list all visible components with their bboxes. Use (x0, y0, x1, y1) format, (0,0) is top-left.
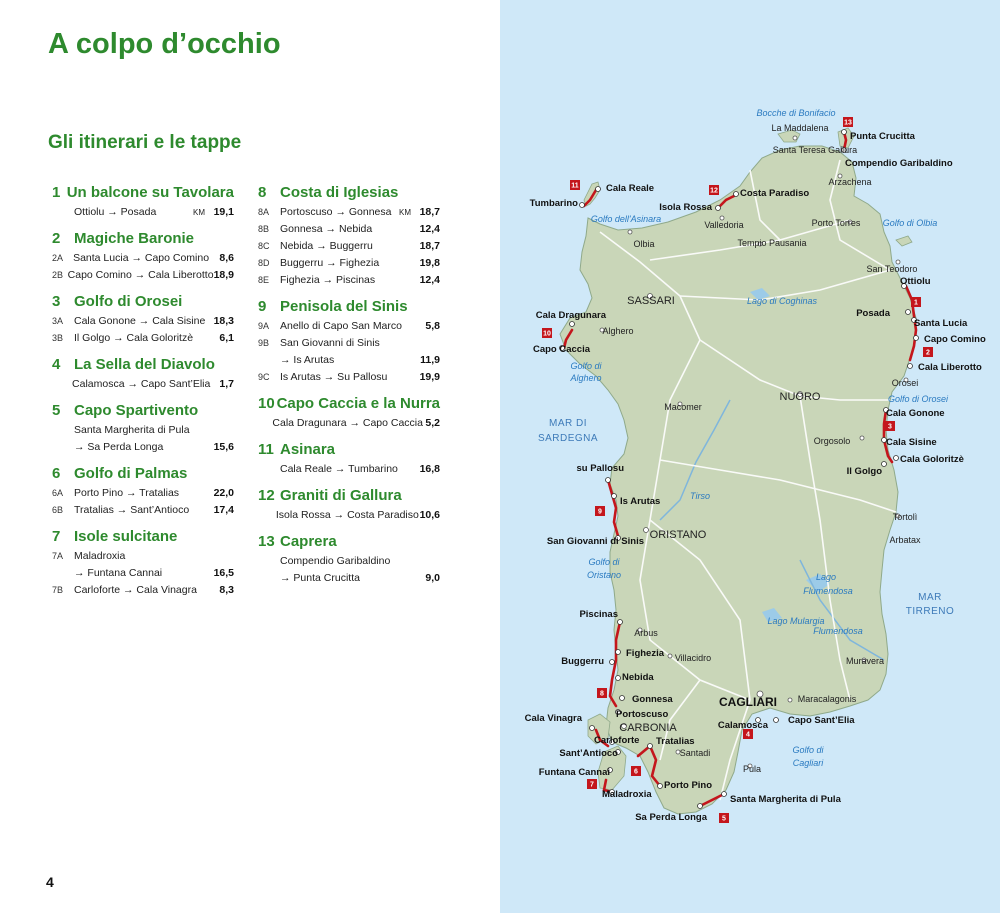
stage-km: 18,7 (419, 206, 440, 218)
stage-row (258, 371, 440, 388)
itinerary-header (52, 293, 234, 315)
map-label: Nebida (622, 672, 654, 683)
map-label: Flumendosa (813, 626, 863, 636)
stage-km: 18,7 (419, 240, 440, 252)
stage-label: Tratalias → Sant’Antioco (74, 504, 190, 516)
stage-label: Capo Comino → Cala Liberotto (67, 269, 214, 281)
itinerary-number: 9 (258, 298, 267, 315)
map-label: La Maddalena (771, 123, 829, 133)
itinerary-column-2 (258, 184, 440, 596)
stage-label: Anello di Capo San Marco (280, 320, 402, 332)
itinerary (52, 402, 234, 458)
stage-number: 8B (258, 224, 270, 234)
itinerary-number: 7 (52, 528, 61, 545)
stage-km: 22,0 (213, 487, 234, 499)
map-label: Cala Vinagra (524, 713, 582, 724)
map-label: Tumbarino (529, 198, 578, 209)
itinerary (258, 487, 440, 526)
itinerary-badge (709, 185, 719, 195)
itinerary (52, 356, 234, 395)
map-label: San Teodoro (866, 264, 918, 274)
map-label: Golfo di (792, 745, 824, 755)
km-unit: KM (399, 208, 411, 217)
map-label: Compendio Garibaldino (845, 158, 953, 169)
map-label: Cagliari (792, 758, 824, 768)
stage-km: 18,3 (213, 315, 234, 327)
stage-row (258, 240, 440, 257)
stage-km: 19,9 (419, 371, 440, 383)
stage-km: 10,6 (419, 509, 440, 521)
itinerary-badge (885, 421, 895, 431)
map-label: Posada (856, 308, 890, 319)
stage-label: Il Golgo → Cala Goloritzè (74, 332, 194, 344)
itinerary-column-1 (52, 184, 234, 608)
map-label: Flumendosa (803, 586, 853, 596)
stage-row (258, 463, 440, 480)
itinerary-header (258, 441, 440, 463)
itinerary-badge (587, 779, 597, 789)
stage-km: 1,7 (219, 378, 234, 390)
map-label: Arbus (634, 628, 658, 638)
stage-km: 12,4 (419, 223, 440, 235)
map-label: Gonnesa (632, 694, 673, 705)
map-label: Tortolì (892, 512, 918, 522)
stage-label: Is Arutas → Su Pallosu (280, 371, 388, 383)
map-label: Pula (742, 764, 762, 774)
map-label: Isola Rossa (659, 202, 712, 213)
stage-km: 8,3 (219, 584, 234, 596)
itinerary-number: 11 (258, 441, 274, 458)
map-label: Costa Paradiso (740, 188, 810, 199)
itinerary-number: 3 (52, 293, 61, 310)
itinerary (52, 293, 234, 349)
stage-number: 9A (258, 321, 270, 331)
itinerary-number: 10 (258, 395, 275, 412)
stage-label: Calamosca → Capo Sant’Elia (72, 378, 211, 390)
stage-row (258, 206, 440, 223)
map-label: Olbia (633, 239, 655, 249)
stage-row (52, 567, 234, 584)
map-label: Ottiolu (900, 276, 931, 287)
stage-label: Carloforte → Cala Vinagra (74, 584, 197, 596)
map-svg (500, 0, 1000, 913)
badge-number: 9 (598, 508, 602, 516)
itinerary-header (52, 528, 234, 550)
stage-km: 6,1 (219, 332, 234, 344)
stage-row (258, 274, 440, 291)
map-label: Alghero (570, 373, 602, 383)
badge-number: 4 (746, 731, 750, 739)
itinerary-header (52, 356, 234, 378)
stage-km: 11,9 (420, 354, 440, 366)
map-label: Valledoria (704, 220, 744, 230)
badge-number: 3 (888, 423, 892, 431)
badge-number: 2 (926, 349, 930, 357)
itinerary-number: 4 (52, 356, 61, 373)
badge-number: 12 (710, 187, 718, 195)
stage-km: 5,8 (425, 320, 440, 332)
badge-number: 11 (571, 182, 579, 190)
itinerary-number: 12 (258, 487, 275, 504)
stage-label: → Funtana Cannai (74, 567, 163, 579)
stage-number: 6A (52, 488, 64, 498)
map-label: Funtana Cannai (538, 767, 610, 778)
itinerary (52, 230, 234, 286)
map-label: Santa Margherita di Pula (730, 794, 841, 805)
stage-row (52, 252, 234, 269)
stage-number: 3B (52, 333, 64, 343)
stage-row (52, 550, 234, 567)
itinerary-header (258, 395, 440, 417)
stage-km: 15,6 (213, 441, 234, 453)
stage-row (52, 424, 234, 441)
itinerary-name: Graniti di Gallura (280, 487, 402, 504)
stage-number: 8E (258, 275, 270, 285)
itinerary-name: Capo Caccia e la Nurra (276, 395, 440, 412)
itinerary-name: Isole sulcitane (74, 528, 178, 545)
stage-row (258, 223, 440, 240)
badge-number: 10 (543, 330, 551, 338)
stage-label: Maladroxia (74, 550, 126, 562)
itinerary (258, 298, 440, 388)
stage-row (258, 337, 440, 354)
stage-number: 7A (52, 551, 64, 561)
map-label: Sa Perda Longa (635, 812, 707, 823)
map-label: MAR DI (549, 418, 587, 429)
stage-row (52, 269, 234, 286)
itinerary-header (258, 533, 440, 555)
map-label: CARBONIA (619, 722, 677, 734)
stage-number: 2A (52, 253, 64, 263)
itinerary-number: 2 (52, 230, 61, 247)
map-label: Cala Dragunara (535, 310, 606, 321)
stage-row (52, 584, 234, 601)
map-label: San Giovanni di Sinis (546, 536, 644, 547)
stage-number: 8A (258, 207, 270, 217)
map-label: Buggerru (561, 656, 604, 667)
stage-row (52, 504, 234, 521)
itinerary-badge (597, 688, 607, 698)
itinerary-name: Un balcone su Tavolara (66, 184, 234, 201)
itinerary-badge (570, 180, 580, 190)
stage-label: Compendio Garibaldino (280, 555, 391, 567)
itinerary (258, 395, 440, 434)
stage-km: 5,2 (425, 417, 440, 429)
stage-row (258, 555, 440, 572)
map-label: Arzachena (828, 177, 872, 187)
map-label: Orosei (891, 378, 919, 388)
sardinia-map (500, 0, 1000, 913)
stage-number: 2B (52, 270, 64, 280)
stage-number: 8C (258, 241, 270, 251)
map-label: Lago (815, 572, 837, 582)
itinerary (258, 441, 440, 480)
itinerary-badge (923, 347, 933, 357)
stage-label: Fighezia → Piscinas (280, 274, 376, 286)
itinerary-name: Costa di Iglesias (280, 184, 399, 201)
map-label: Santa Lucia (914, 318, 968, 329)
map-label: Il Golgo (846, 466, 882, 477)
map-label: Is Arutas (620, 496, 661, 507)
stage-km: 8,6 (219, 252, 234, 264)
stage-row (258, 572, 440, 589)
stage-number: 3A (52, 316, 64, 326)
map-label: NUORO (779, 391, 821, 403)
itinerary-number: 6 (52, 465, 61, 482)
map-label: SASSARI (627, 295, 675, 307)
map-label: CAGLIARI (719, 695, 777, 709)
itinerary (258, 184, 440, 291)
map-label: Portoscuso (616, 709, 669, 720)
itinerary-number: 5 (52, 402, 61, 419)
map-label: Oristano (586, 570, 622, 580)
itinerary-name: Golfo di Orosei (74, 293, 183, 310)
map-label: Cala Liberotto (918, 362, 982, 373)
itinerary-badge (911, 297, 921, 307)
itinerary-name: Asinara (280, 441, 336, 458)
itinerary-header (52, 184, 234, 206)
stage-row (258, 320, 440, 337)
stage-number: 9C (258, 372, 270, 382)
itinerary (52, 465, 234, 521)
map-label: Santa Teresa Gallura (772, 145, 858, 155)
map-label: Orgosolo (813, 436, 851, 446)
stage-label: → Punta Crucitta (280, 572, 360, 584)
map-label: Tempio Pausania (737, 238, 807, 248)
stage-km: 9,0 (425, 572, 440, 584)
page-title: A colpo d’occhio (48, 28, 281, 60)
stage-km: 16,5 (213, 567, 234, 579)
stage-number: 7B (52, 585, 64, 595)
map-label: Maladroxia (602, 789, 652, 800)
stage-label: Buggerru → Fighezia (280, 257, 380, 269)
map-label: SARDEGNA (537, 433, 599, 444)
stage-label: Porto Pino → Tratalias (74, 487, 180, 499)
map-label: Porto Torres (811, 218, 861, 228)
itinerary-header (52, 402, 234, 424)
stage-label: Santa Lucia → Capo Comino (73, 252, 210, 264)
stage-label: Portoscuso → Gonnesa (280, 206, 392, 218)
itinerary-badge (719, 813, 729, 823)
map-label: Arbatax (889, 535, 921, 545)
map-label: Bocche di Bonifacio (756, 108, 836, 118)
itinerary-name: Magiche Baronie (74, 230, 195, 247)
itinerary-number: 13 (258, 533, 275, 550)
stage-label: Cala Dragunara → Capo Caccia (272, 417, 423, 429)
stage-row (52, 206, 234, 223)
map-label: Fighezia (626, 648, 665, 659)
stage-number: 6B (52, 505, 64, 515)
stage-row (258, 354, 440, 371)
map-label: Porto Pino (664, 780, 713, 791)
itinerary (52, 528, 234, 601)
itinerary-badge (595, 506, 605, 516)
stage-km: 18,9 (213, 269, 234, 281)
itinerary-name: Golfo di Palmas (74, 465, 188, 482)
map-label: Golfo di (570, 361, 602, 371)
stage-row (52, 315, 234, 332)
map-label: Cala Reale (606, 183, 655, 194)
map-label: Punta Crucitta (850, 131, 915, 142)
stage-km: 19,1 (213, 206, 234, 218)
stage-label: San Giovanni di Sinis (280, 337, 380, 349)
stage-row (52, 332, 234, 349)
badge-number: 1 (914, 299, 918, 307)
map-label: Golfo di (588, 557, 620, 567)
map-label: Macomer (664, 402, 702, 412)
stage-label: Cala Reale → Tumbarino (280, 463, 398, 475)
itinerary-header (52, 465, 234, 487)
map-label: Capo Comino (924, 334, 986, 345)
map-label: Sant’Antioco (559, 748, 618, 759)
badge-number: 8 (600, 690, 604, 698)
stage-row (258, 509, 440, 526)
stage-number: 8D (258, 258, 270, 268)
map-label: Golfo di Olbia (882, 218, 938, 228)
itinerary-header (52, 230, 234, 252)
map-label: Capo Sant’Elia (788, 715, 855, 726)
itinerary (258, 533, 440, 589)
stage-label: → Is Arutas (280, 354, 335, 366)
map-label: Cala Goloritzè (900, 454, 964, 465)
section-title: Gli itinerari e le tappe (48, 132, 242, 153)
map-label: Golfo dell'Asinara (590, 214, 662, 224)
stage-row (258, 257, 440, 274)
stage-km: 19,8 (419, 257, 440, 269)
stage-km: 12,4 (419, 274, 440, 286)
itinerary-badge (843, 117, 853, 127)
stage-label: Ottiolu → Posada (74, 206, 157, 218)
tavolara-island (896, 236, 912, 246)
map-label: Santadi (679, 748, 711, 758)
map-label: Cala Gonone (886, 408, 945, 419)
map-label: Villacidro (674, 653, 712, 663)
stage-label: Isola Rossa → Costa Paradiso (275, 509, 419, 521)
map-label: Carloforte (594, 735, 640, 746)
stage-km: 17,4 (213, 504, 234, 516)
itinerary-name: La Sella del Diavolo (74, 356, 215, 373)
itinerary-header (258, 184, 440, 206)
itinerary-name: Capo Spartivento (74, 402, 199, 419)
stage-label: Santa Margherita di Pula (74, 424, 190, 436)
itinerary-name: Penisola del Sinis (280, 298, 408, 315)
stage-row (52, 441, 234, 458)
map-label: TIRRENO (905, 606, 955, 617)
stage-label: Nebida → Buggerru (280, 240, 373, 252)
stage-label: → Sa Perda Longa (74, 441, 164, 453)
badge-number: 13 (844, 119, 852, 127)
map-label: MAR (918, 592, 942, 603)
page-number: 4 (46, 874, 54, 890)
map-label: su Pallosu (576, 463, 624, 474)
stage-label: Cala Gonone → Cala Sisine (74, 315, 206, 327)
map-label: Cala Sisine (886, 437, 937, 448)
map-label: Muravera (845, 656, 885, 666)
map-label: Maracalagonis (797, 694, 857, 704)
badge-number: 7 (590, 781, 594, 789)
map-label: Calamosca (717, 720, 768, 731)
map-label: Capo Caccia (532, 344, 590, 355)
itinerary-badge (542, 328, 552, 338)
km-unit: KM (193, 208, 205, 217)
map-label: Golfo di Orosei (887, 394, 949, 404)
stage-row (52, 487, 234, 504)
itinerary (52, 184, 234, 223)
stage-row (52, 378, 234, 395)
map-label: ORISTANO (649, 529, 707, 541)
stage-number: 9B (258, 338, 270, 348)
badge-number: 6 (634, 768, 638, 776)
map-label: Tratalias (656, 736, 695, 747)
itinerary-number: 8 (258, 184, 267, 201)
itinerary-header (258, 298, 440, 320)
itinerary-number: 1 (52, 184, 61, 201)
map-label: Alghero (602, 326, 634, 336)
stage-km: 16,8 (419, 463, 440, 475)
badge-number: 5 (722, 815, 726, 823)
stage-row (258, 417, 440, 434)
itinerary-name: Caprera (280, 533, 337, 550)
itinerary-header (258, 487, 440, 509)
itinerary-badge (631, 766, 641, 776)
map-label: Lago di Coghinas (746, 296, 818, 306)
map-label: Lago Mulargia (767, 616, 825, 626)
stage-label: Gonnesa → Nebida (280, 223, 373, 235)
map-label: Piscinas (579, 609, 618, 620)
map-label: Tirso (690, 491, 710, 501)
